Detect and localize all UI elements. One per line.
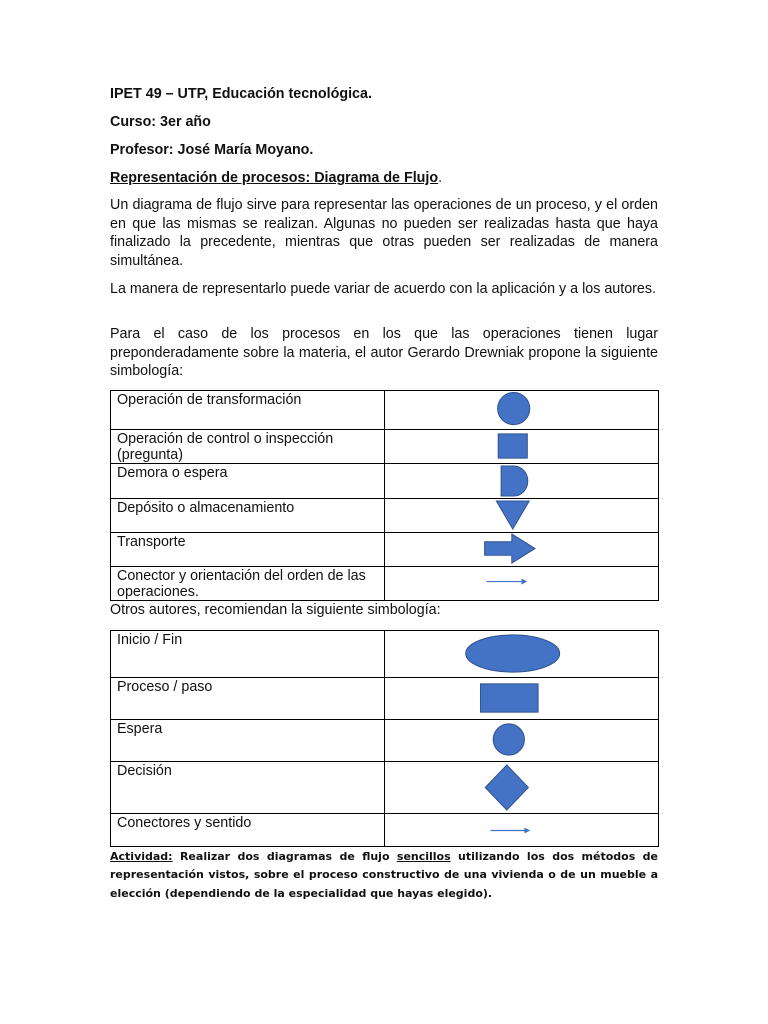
inverted-triangle-shape (496, 501, 529, 529)
table-row (111, 567, 659, 601)
section-title-period: . (438, 170, 443, 186)
circle-shape (493, 724, 524, 755)
activity-emphasis: sencillos (396, 850, 451, 863)
symbol-label: Operación de control o inspección (pregunta) (117, 431, 334, 463)
table-row (111, 499, 659, 533)
symbol-label: Conector y orientación del orden de las operaciones. (117, 568, 366, 600)
activity-label: Actividad: (110, 850, 173, 863)
thin-arrow-icon (385, 567, 658, 600)
drewniak-symbol-table (110, 390, 659, 601)
block-arrow-icon (385, 533, 658, 566)
table-row (111, 430, 659, 464)
arrow-head (522, 579, 528, 585)
thin-arrow-icon (385, 814, 658, 846)
course-heading: Curso: 3er año (110, 114, 211, 130)
d-shape (501, 466, 528, 496)
drewniak-paragraph: Para el caso de los procesos en los que las operaciones tienen lugar preponderadamente sobre la materia, el autor Gerardo Drewniak propone la siguiente simbología: (110, 326, 658, 379)
symbol-label: Espera (117, 721, 163, 737)
symbol-label: Decisión (117, 763, 172, 779)
symbol-label: Depósito o almacenamiento (117, 500, 295, 516)
table-row (111, 533, 659, 567)
ellipse-shape (466, 635, 560, 672)
symbol-label: Proceso / paso (117, 679, 213, 695)
symbol-label: Inicio / Fin (117, 632, 183, 648)
school-heading: IPET 49 – UTP, Educación tecnológica. (110, 86, 372, 102)
block-arrow-shape (485, 534, 535, 563)
table-row (111, 720, 659, 762)
inverted-triangle-icon (385, 499, 658, 532)
section-title (110, 170, 442, 186)
circle-icon (385, 720, 658, 761)
square-icon (385, 430, 658, 463)
other-authors-intro: Otros autores, recomiendan la siguiente simbología: (110, 602, 441, 618)
table-row (111, 814, 659, 847)
ellipse-icon (385, 631, 658, 677)
circle-icon (385, 391, 658, 429)
table-row (111, 391, 659, 430)
activity-text-b: utilizando los dos métodos de representación vistos, sobre el proceso constructivo de una vivienda o de un mueble a elección (dependiendo de la especialidad que hayas elegido). (110, 850, 658, 900)
diamond-icon (385, 762, 658, 813)
variation-paragraph: La manera de representarlo puede variar de acuerdo con la aplicación y a los autores. (110, 281, 656, 297)
teacher-heading: Profesor: José María Moyano. (110, 142, 314, 158)
arrow-head (524, 828, 530, 834)
table-row (111, 762, 659, 814)
square-shape (498, 434, 527, 458)
table-row (111, 678, 659, 720)
symbol-label: Operación de transformación (117, 392, 302, 408)
table-row (111, 631, 659, 678)
table-row (111, 464, 659, 499)
circle-shape (498, 392, 530, 424)
rectangle-icon (385, 678, 658, 719)
activity-instructions (110, 848, 658, 903)
d-shape-icon (385, 464, 658, 498)
symbol-label: Demora o espera (117, 465, 228, 481)
rectangle-shape (481, 684, 539, 712)
diamond-shape (485, 765, 528, 810)
intro-paragraph: Un diagrama de flujo sirve para representar las operaciones de un proceso, y el orden en que las mismas se realizan. Algunas no pueden ser realizadas hasta que haya finalizado la precedente, mientras que otras pueden ser realizadas de manera simultánea. (110, 197, 658, 269)
alternative-symbol-table (110, 630, 659, 847)
symbol-label: Conectores y sentido (117, 815, 252, 831)
symbol-label: Transporte (117, 534, 186, 550)
activity-text-a: Realizar dos diagramas de flujo (172, 850, 397, 863)
section-title-text: Representación de procesos: Diagrama de Flujo (110, 170, 439, 186)
